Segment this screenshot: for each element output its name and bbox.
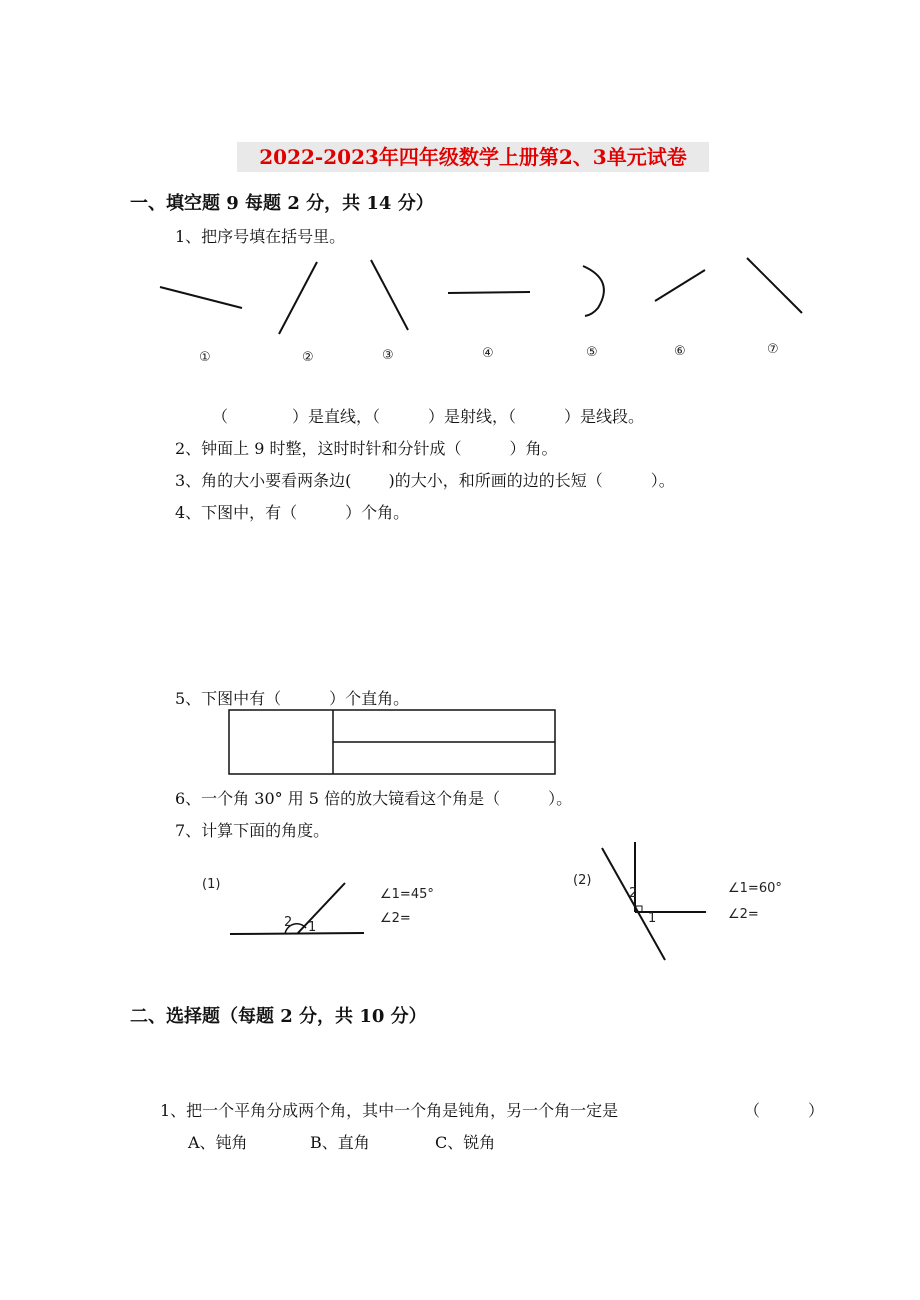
figure-2-label: (2)	[573, 873, 592, 888]
question-7-text: 7、计算下面的角度。	[175, 821, 330, 840]
question-3-text: 3、角的大小要看两条边( )的大小，和所画的边的长短（ ）。	[175, 471, 675, 490]
figure-label-1: ①	[199, 350, 211, 365]
figure-1-mark-2: 2	[284, 915, 293, 930]
figure-2-angle-1: ∠1=60°	[728, 881, 782, 896]
section1-heading: 一、填空题 9 每题 2 分，共 14 分）	[130, 193, 434, 214]
figure-label-7: ⑦	[767, 342, 779, 357]
figure-label-6: ⑥	[674, 344, 686, 359]
choice-question-1-blank: （ ）	[744, 1101, 825, 1120]
option-a: A、钝角	[188, 1133, 248, 1152]
line-figure-7	[747, 258, 802, 313]
question-1-answer-line: （ ）是直线，（ ）是射线，（ ）是线段。	[212, 407, 645, 426]
figure-1-label: (1)	[202, 877, 221, 892]
line-figure-3	[371, 260, 408, 330]
figure-2-mark-2: 2	[629, 886, 638, 901]
figure-1-mark-1: 1	[308, 920, 317, 935]
choice-question-1-text: 1、把一个平角分成两个角，其中一个角是钝角，另一个角一定是	[160, 1101, 619, 1120]
section2-heading: 二、选择题（每题 2 分，共 10 分）	[130, 1006, 427, 1027]
line-figure-1	[160, 287, 242, 308]
figure-1-angle-1: ∠1=45°	[380, 887, 434, 902]
question-2-text: 2、钟面上 9 时整，这时时针和分针成（ ）角。	[175, 439, 558, 458]
figure-label-5: ⑤	[586, 345, 598, 360]
figure-1-angle-2: ∠2=	[380, 911, 411, 926]
question-4-text: 4、下图中，有（ ）个角。	[175, 503, 410, 522]
page-title: 2022-2023年四年级数学上册第2、3单元试卷	[237, 142, 709, 172]
angle-figure-1	[200, 860, 460, 960]
line-figure-2	[279, 262, 317, 334]
figure-label-3: ③	[382, 348, 394, 363]
right-angle-rectangle-figure	[225, 708, 565, 778]
angle-figure-2	[570, 842, 830, 972]
question-1-text: 1、把序号填在括号里。	[175, 227, 346, 246]
option-c: C、锐角	[435, 1133, 496, 1152]
figure-2-angle-2: ∠2=	[728, 907, 759, 922]
question-6-text: 6、一个角 30° 用 5 倍的放大镜看这个角是（ ）。	[175, 789, 573, 808]
question-5-text: 5、下图中有（ ）个直角。	[175, 689, 410, 708]
line-figure-6	[655, 270, 705, 301]
lines-figure	[0, 250, 920, 380]
figure-2-mark-1: 1	[648, 911, 657, 926]
figure-label-4: ④	[482, 346, 494, 361]
line-figure-4	[448, 292, 530, 293]
arc-figure-5	[583, 266, 604, 316]
option-b: B、直角	[310, 1133, 370, 1152]
figure-label-2: ②	[302, 350, 314, 365]
